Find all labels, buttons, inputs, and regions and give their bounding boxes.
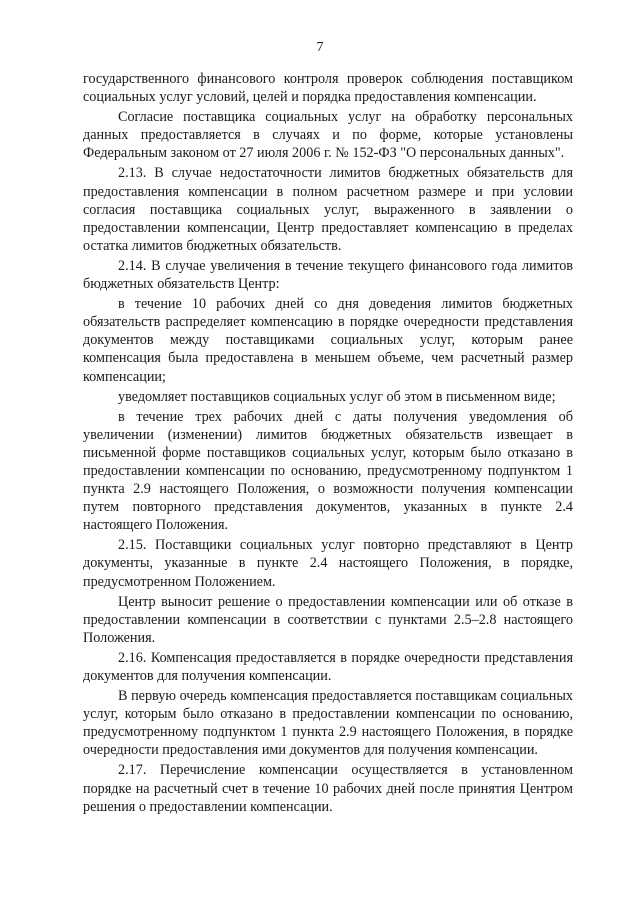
paragraph-personal-data-consent: Согласие поставщика социальных услуг на обработку персональных данных предоставляется в случаях и по форме, которые установлены Федеральным законом от 27 июля 2006 г. № 152-ФЗ "О персональных данных". xyxy=(83,109,573,162)
paragraph-2-14: 2.14. В случае увеличения в течение текущего финансового года лимитов бюджетных обязательств Центр: xyxy=(83,257,573,293)
paragraph-2-15-decision: Центр выносит решение о предоставлении компенсации или об отказе в предоставлении компенсации в соответствии с пунктами 2.5–2.8 настоящего Положения. xyxy=(83,593,573,646)
paragraph-2-14-item-2: уведомляет поставщиков социальных услуг об этом в письменном виде; xyxy=(118,388,556,405)
paragraph-2-17: 2.17. Перечисление компенсации осуществляется в установленном порядке на расчетный счет в течение 10 рабочих дней после принятия Центром решения о предоставлении компенсации. xyxy=(83,762,573,815)
paragraph-2-16-priority: В первую очередь компенсация предоставляется поставщикам социальных услуг, которым было отказано в предоставлении компенсации по основанию, предусмотренному подпунктом 1 пункта 2.9 настоящего Положения, в порядке очередности предоставления ими документов для получения компенсации. xyxy=(83,688,573,759)
paragraph-2-14-item-3: в течение трех рабочих дней с даты получения уведомления об увеличении (изменении) лимитов бюджетных обязательств извещает в письменной форме поставщиков социальных услуг, которым было отказано в предоставлении компенсации по основанию, предусмотренному подпунктом 1 пункта 2.9 настоящего Положения, о возможности получения компенсации путем повторного представления документов, указанных в пункте 2.4 настоящего Положения. xyxy=(83,408,573,534)
paragraph-continuation: государственного финансового контроля проверок соблюдения поставщиком социальных услуг условий, целей и порядка предоставления компенсации. xyxy=(83,71,573,106)
paragraph-2-13: 2.13. В случае недостаточности лимитов бюджетных обязательств для предоставления компенсации в полном расчетном размере и при условии согласия поставщика социальных услуг, выраженного в заявлении о предоставлении компенсации, Центр предоставляет компенсацию в пределах остатка лимитов бюджетных обязательств. xyxy=(83,165,573,254)
paragraph-2-16: 2.16. Компенсация предоставляется в порядке очередности представления документов для получения компенсации. xyxy=(83,649,573,684)
paragraph-2-15: 2.15. Поставщики социальных услуг повторно представляют в Центр документы, указанные в пункте 2.4 настоящего Положения, в порядке, предусмотренном Положением. xyxy=(83,537,573,590)
document-body xyxy=(83,70,573,818)
paragraph-2-14-item-1: в течение 10 рабочих дней со дня доведения лимитов бюджетных обязательств распределяет компенсацию в порядке очередности представления документов между поставщиками социальных услуг, которым ранее компенсация была предоставлена в меньшем объеме, чем расчетный размер компенсации; xyxy=(83,296,573,385)
page-number: 7 xyxy=(316,40,324,55)
